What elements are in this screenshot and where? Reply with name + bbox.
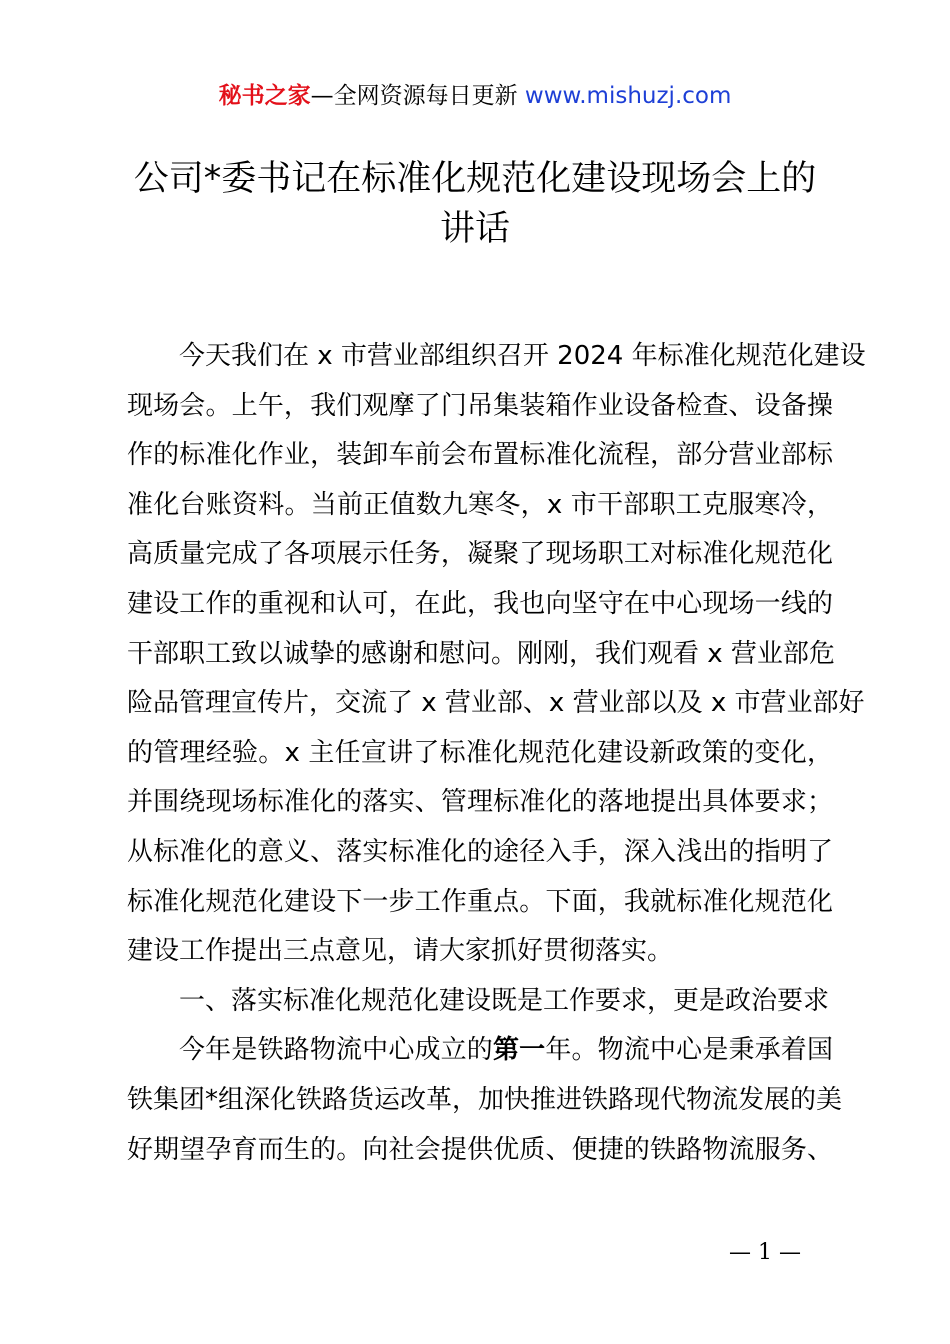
title-line-1: 公司*委书记在标准化规范化建设现场会上的 [133, 159, 817, 199]
paragraph-line: 准化台账资料。当前正值数九寒冬，x 市干部职工克服寒冷， [127, 489, 833, 520]
paragraph-line: 从标准化的意义、落实标准化的途径入手，深入浅出的指明了 [127, 836, 833, 867]
paragraph-line: 并围绕现场标准化的落实、管理标准化的落地提出具体要求； [127, 787, 833, 818]
paragraph-line: 建设工作提出三点意见，请大家抓好贯彻落实。 [127, 936, 674, 967]
paragraph-text: 年。物流中心是秉承着国 [545, 1035, 833, 1066]
paragraph-line: 高质量完成了各项展示任务，凝聚了现场职工对标准化规范化 [127, 539, 833, 570]
site-tagline: —全网资源每日更新 [310, 83, 518, 109]
paragraph-line: 干部职工致以诚挚的感谢和慰问。刚刚，我们观看 x 营业部危 [127, 638, 835, 669]
emphasis-text: 第一 [492, 1035, 546, 1066]
paragraph-line: 今天我们在 x 市营业部组织召开 2024 年标准化规范化建设 [179, 341, 866, 371]
paragraph-text: 今年是铁路物流中心成立的 [179, 1035, 493, 1066]
document-title [120, 154, 830, 254]
section-heading-1: 一、落实标准化规范化建设既是工作要求，更是政治要求 [179, 985, 830, 1016]
paragraph-line: 铁集团*组深化铁路货运改革，加快推进铁路现代物流发展的美 [127, 1084, 843, 1115]
paragraph-line: 标准化规范化建设下一步工作重点。下面，我就标准化规范化 [127, 886, 833, 917]
paragraph-line: 现场会。上午，我们观摩了门吊集装箱作业设备检查、设备操 [127, 390, 833, 421]
document-body [127, 332, 866, 1175]
paragraph-line: 的管理经验。x 主任宣讲了标准化规范化建设新政策的变化， [127, 737, 833, 768]
page-number: — 1 — [729, 1240, 801, 1265]
title-line-2: 讲话 [439, 209, 510, 249]
paragraph-line: 险品管理宣传片，交流了 x 营业部、x 营业部以及 x 市营业部好 [127, 688, 865, 719]
site-header [0, 80, 950, 112]
site-url-link[interactable]: www.mishuzj.com [524, 83, 732, 109]
paragraph-line: 作的标准化作业，装卸车前会布置标准化流程，部分营业部标 [127, 440, 833, 471]
paragraph-line [127, 1026, 833, 1076]
paragraph-line: 好期望孕育而生的。向社会提供优质、便捷的铁路物流服务、 [127, 1134, 833, 1165]
site-brand: 秘书之家 [218, 83, 311, 109]
paragraph-line: 建设工作的重视和认可，在此，我也向坚守在中心现场一线的 [127, 588, 833, 619]
